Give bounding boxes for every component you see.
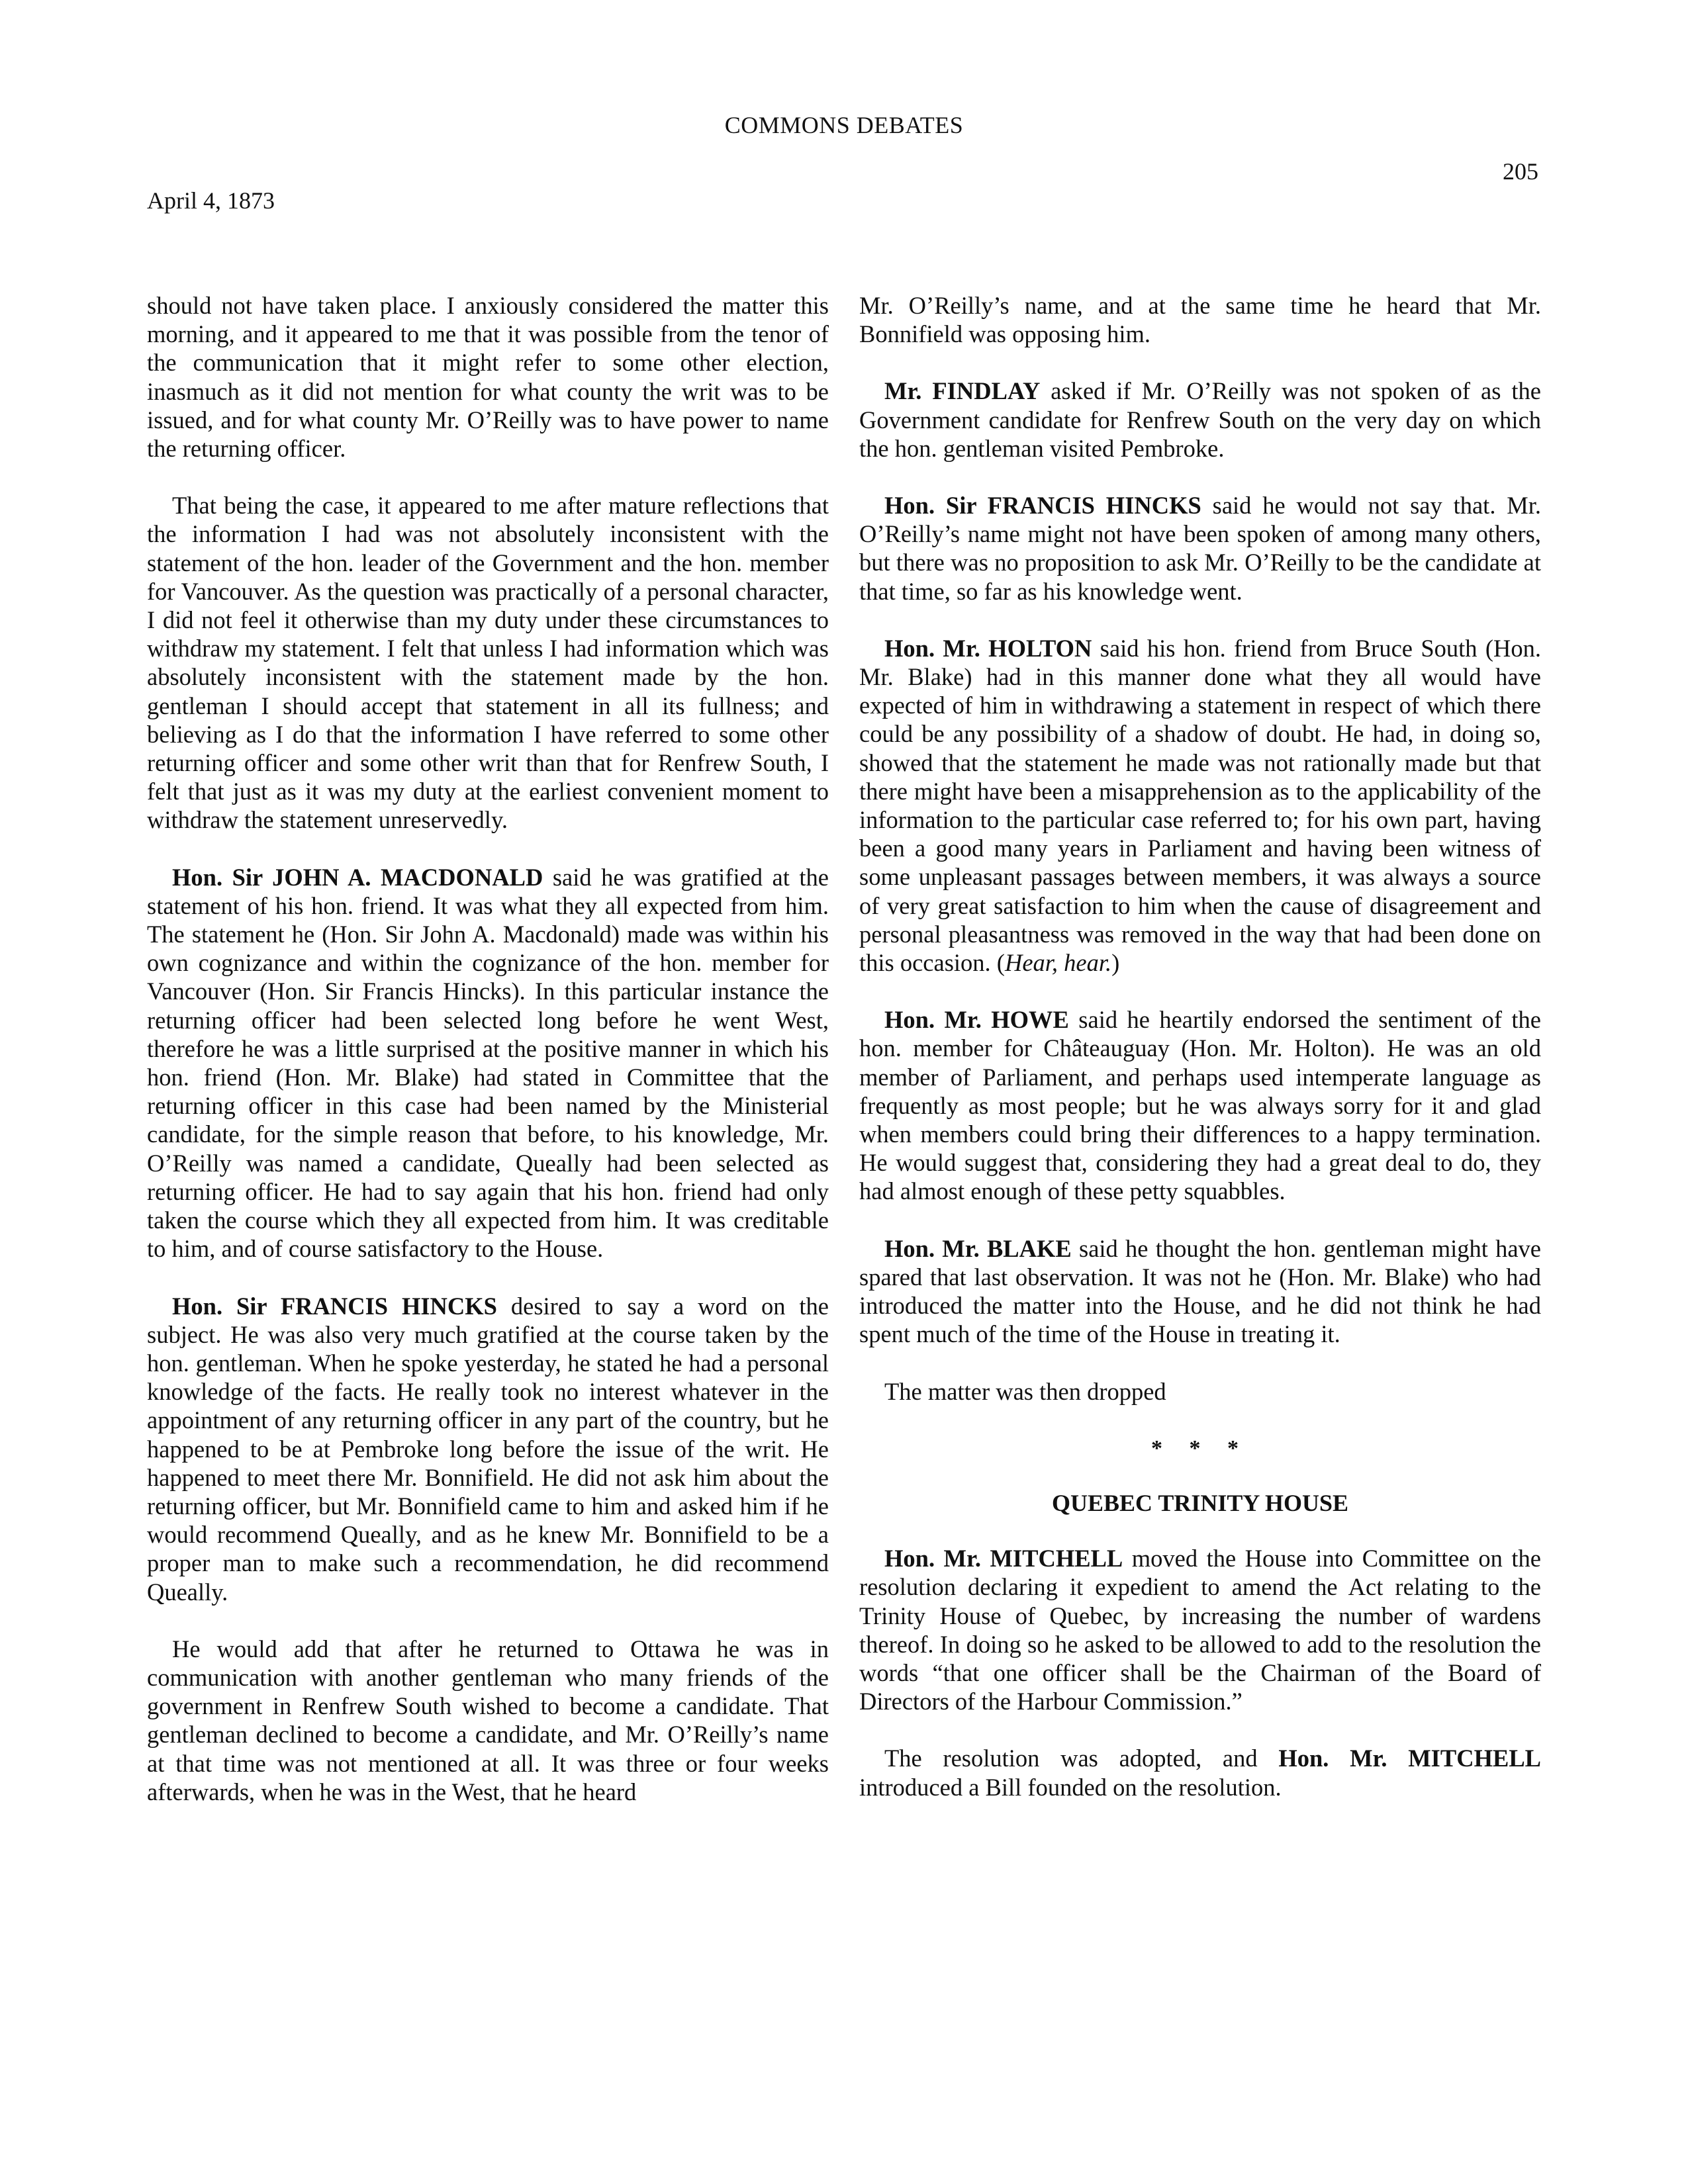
paragraph	[859, 1005, 1541, 1205]
paragraph	[147, 863, 829, 1263]
speech-text: said he thought the hon. gentleman might have spared that last observation. It was not he (Hon. Mr. Blake) who had introduced the matter into the House, and he did not think he had spent much of the time of the House in treating it.	[859, 1234, 1542, 1348]
paragraph: That being the case, it appeared to me after mature reflections that the information I had was not absolutely inconsistent with the statement of the hon. leader of the Government and the hon. member for Vancouver. As the question was practically of a personal character, I did not feel it otherwise than my duty under these circumstances to withdraw my statement. I felt that unless I had information which was absolutely inconsistent with the statement made by the hon. gentleman I should accept that statement in all its fullness; and believing as I do that the information I have referred to some other returning officer and some other writ than that for Renfrew South, I felt that just as it was my duty at the earliest convenient moment to withdraw the statement unreservedly.	[147, 492, 829, 834]
paragraph: The matter was then dropped	[884, 1377, 1166, 1405]
running-head: COMMONS DEBATES	[724, 112, 964, 138]
right-column	[859, 291, 1541, 1830]
paragraph	[859, 1234, 1541, 1349]
paragraph	[147, 1292, 829, 1606]
date: April 4, 1873	[147, 187, 275, 214]
speech-text: The resolution was adopted, and	[884, 1745, 1279, 1772]
paragraph	[859, 1544, 1541, 1715]
speech-text: said he would not say that. Mr. O’Reilly’s name might not have been spoken of among many others, but there was no proposition to ask Mr. O’Reilly to be the candidate at that time, so far as his knowledge went.	[859, 492, 1541, 605]
interjection: Hear, hear.	[1004, 949, 1112, 977]
speech-text: asked if Mr. O’Reilly was not spoken of as the Government candidate for Renfrew South on the very day on which the hon. gentleman visited Pembroke.	[859, 377, 1541, 462]
speaker-name: Hon. Mr. HOWE	[884, 1006, 1069, 1034]
paragraph: should not have taken place. I anxiously considered the matter this morning, and it appeared to me that it was possible from the tenor of the communication that it might refer to some other election, inasmuch as it did not mention for what county the writ was to be issued, and for what county Mr. O’Reilly was to have power to name the returning officer.	[147, 292, 829, 463]
speaker-name: Hon. Mr. HOLTON	[884, 634, 1092, 662]
paragraph	[859, 1744, 1541, 1801]
paragraph: Mr. O’Reilly’s name, and at the same time he heard that Mr. Bonnifield was opposing him.	[859, 292, 1541, 348]
section-separator: * * *	[1151, 1435, 1249, 1461]
paragraph	[859, 377, 1541, 463]
left-column	[147, 291, 829, 1835]
speaker-name: Hon. Sir JOHN A. MACDONALD	[172, 863, 543, 891]
paragraph	[859, 634, 1541, 977]
speech-text: moved the House into Committee on the resolution declaring it expedient to amend the Act relating to the Trinity House of Quebec, by increasing the number of wardens thereof. In doing so he asked to be allowed to add to the resolution the words “that one officer shall be the Chairman of the Board of Directors of the Harbour Commission.”	[859, 1545, 1541, 1715]
page-number: 205	[1503, 158, 1538, 185]
speech-text: said his hon. friend from Bruce South (Hon. Mr. Blake) had in this manner done what they all would have expected of him in withdrawing a statement in respect of which there could be any possibility of a shadow of doubt. He had, in doing so, showed that the statement he made was not rationally made but that there might have been a misapprehension as to the applicability of the information to the particular case referred to; for his own part, having been a good many years in Parliament and having been witness of some unpleasant passages between members, it was always a source of very great satisfaction to him when the cause of disagreement and personal pleasantness was removed in the way that had been done on this occasion. (	[859, 634, 1541, 977]
speaker-name: Hon. Mr. MITCHELL	[1278, 1745, 1542, 1772]
speaker-name: Hon. Mr. BLAKE	[884, 1234, 1072, 1262]
speech-text: said he heartily endorsed the sentiment of the hon. member for Châteauguay (Hon. Mr. Holton). He was an old member of Parliament, and perhaps used intemperate language as frequently as most people; but he was always sorry for it and glad when members could bring their differences to a happy termination. He would suggest that, considering they had a great deal to do, they had almost enough of these petty squabbles.	[859, 1006, 1541, 1205]
speaker-name: Hon. Sir FRANCIS HINCKS	[884, 492, 1201, 520]
paragraph: He would add that after he returned to Ottawa he was in communication with another gentleman who many friends of the government in Renfrew South wished to become a candidate. That gentleman declined to become a candidate, and Mr. O’Reilly’s name at that time was not mentioned at all. It was three or four weeks afterwards, when he was in the West, that he heard	[147, 1635, 829, 1805]
speaker-name: Hon. Sir FRANCIS HINCKS	[172, 1292, 497, 1320]
speaker-name: Hon. Mr. MITCHELL	[884, 1545, 1123, 1572]
speech-text: introduced a Bill founded on the resolution.	[859, 1773, 1282, 1801]
speaker-name: Mr. FINDLAY	[884, 377, 1041, 405]
paragraph	[859, 491, 1541, 606]
section-title: QUEBEC TRINITY HOUSE	[1051, 1489, 1349, 1516]
speech-text: said he was gratified at the statement of his hon. friend. It was what they all expected from him. The statement he (Hon. Sir John A. Macdonald) made was within his own cognizance and within the cognizance of the hon. member for Vancouver (Hon. Sir Francis Hincks). In this particular instance the returning officer had been selected long before he went West, therefore he was a little surprised at the positive manner in which his hon. friend (Hon. Mr. Blake) had stated in Committee that the returning officer in this case had been named by the Ministerial candidate, for the simple reason that before, to his knowledge, Mr. O’Reilly was named a candidate, Queally had been selected as returning officer. He had to say again that his hon. friend had only taken the course which they all expected from him. It was creditable to him, and of course satisfactory to the House.	[147, 863, 829, 1263]
speech-text: )	[1111, 949, 1120, 977]
speech-text: desired to say a word on the subject. He was also very much gratified at the course taken by the hon. gentleman. When he spoke yesterday, he stated he had a personal knowledge of the facts. He really took no interest whatever in the appointment of any returning officer in any part of the country, but he happened to be at Pembroke long before the issue of the writ. He happened to meet there Mr. Bonnifield. He did not ask him about the returning officer, but Mr. Bonnifield came to him and asked him if he would recommend Queally, and as he knew Mr. Bonnifield to be a proper man to make such a recommendation, he did recommend Queally.	[147, 1292, 829, 1606]
